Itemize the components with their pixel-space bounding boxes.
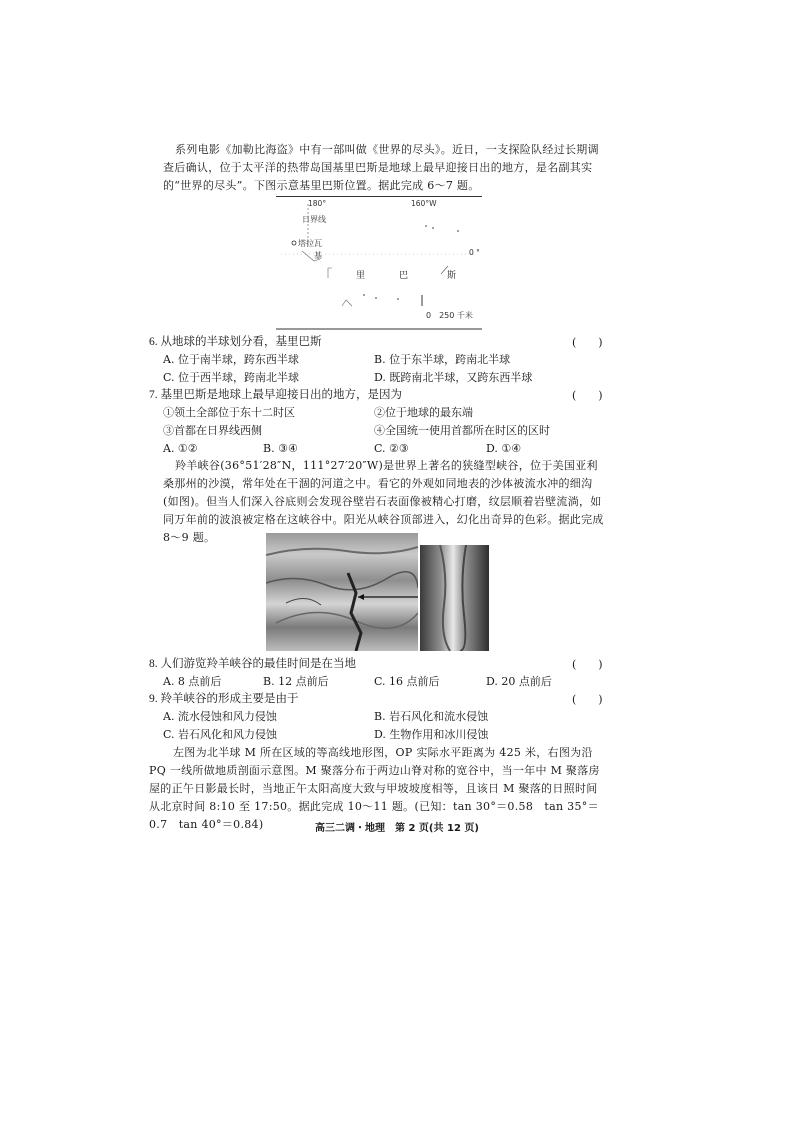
intro-paragraph-10-11: 左图为北半球 M 所在区域的等高线地形图，OP 实际水平距离为 425 米，右图为沿 PQ 一线所做地质剖面示意图。M 聚落分布于两边山脊对称的宽谷中，当一年中 M 聚落房屋的正午日影最长时，当地正午太阳高度大致与甲坡坡度相等，且该日 M 聚落的日照时间从北京时间 8:10 至 17:50。据此完成 10～11 题。(已知：tan 30°＝0.58 tan 35°＝0.7 tan 40°＝0.84) [149, 746, 600, 831]
map-ba-label: 巴 [399, 271, 409, 281]
intro-paragraph-6-7: 系列电影《加勒比海盗》中有一部叫做《世界的尽头》。近日，一支探险队经过长期调查后确认，位于太平洋的热带岛国基里巴斯是地球上最早迎接日出的地方，是名副其实的“世界的尽头”。下图示意基里巴斯位置。据此完成 6～7 题。 [163, 143, 599, 192]
question-9-option-a[interactable]: A. 流水侵蚀和风力侵蚀 [163, 710, 277, 723]
scale-bar-label: 0 250 千米 [426, 311, 473, 320]
longitude-160w-label: 160°W [411, 199, 437, 208]
question-6-option-c[interactable]: C. 位于西半球，跨南北半球 [163, 371, 300, 384]
date-line-label: 日界线 [302, 215, 326, 224]
question-8-stem: 8. 人们游览羚羊峡谷的最佳时间是在当地 [149, 658, 356, 670]
question-6-option-d[interactable]: D. 既跨南北半球，又跨东西半球 [374, 371, 533, 384]
map-li-label: 里 [356, 271, 366, 281]
kiribati-map [276, 196, 482, 330]
question-7-stem: 7. 基里巴斯是地球上最早迎接日出的地方，是因为 [149, 389, 402, 401]
question-7-answer-blank[interactable]: ( ) [572, 389, 603, 402]
question-9-stem: 9. 羚羊峡谷的形成主要是由于 [149, 693, 299, 705]
map-si-label: 斯 [447, 271, 457, 281]
question-6-option-a[interactable]: A. 位于南半球，跨东西半球 [163, 353, 299, 366]
question-8-option-d[interactable]: D. 20 点前后 [486, 675, 552, 688]
question-9-option-b[interactable]: B. 岩石风化和流水侵蚀 [374, 710, 489, 723]
longitude-180-label: 180° [308, 199, 327, 208]
intro-paragraph-8-9: 羚羊峡谷(36°51′28″N，111°27′20″W)是世界上著名的狭缝型峡谷，位于美国亚利桑那州的沙漠，常年处在干涸的河道之中。看它的外观如同地表的沙体被流水冲的细沟(如图)。但当人们深入谷底则会发现谷壁岩石表面像被精心打磨，纹层顺着岩壁流淌，如同万年前的波浪被定格在这峡谷中。阳光从峡谷顶部进入，幻化出奇异的色彩。据此完成 8～9 题。 [163, 459, 604, 544]
page-footer: 高三二调・地理 第 2 页(共 12 页) [315, 823, 479, 834]
question-8-option-b[interactable]: B. 12 点前后 [263, 675, 329, 688]
canyon-surface-photo [266, 533, 418, 651]
question-7-option-b[interactable]: B. ③④ [263, 442, 298, 455]
question-8-option-c[interactable]: C. 16 点前后 [374, 675, 440, 688]
question-9-option-d[interactable]: D. 生物作用和冰川侵蚀 [374, 728, 489, 741]
question-7-option-a[interactable]: A. ①② [163, 442, 198, 455]
question-9-option-c[interactable]: C. 岩石风化和风力侵蚀 [163, 728, 278, 741]
canyon-interior-photo [420, 545, 489, 651]
question-7-statement-3: ③首都在日界线西侧 [163, 424, 262, 437]
question-7-option-d[interactable]: D. ①④ [486, 442, 522, 455]
question-9-answer-blank[interactable]: ( ) [572, 693, 603, 706]
question-8-answer-blank[interactable]: ( ) [572, 658, 603, 671]
question-6-option-b[interactable]: B. 位于东半球，跨南北半球 [374, 353, 511, 366]
map-ji-label: 基 [314, 251, 322, 260]
question-7-statement-2: ②位于地球的最东端 [374, 406, 473, 419]
question-8-option-a[interactable]: A. 8 点前后 [163, 675, 222, 688]
question-6-answer-blank[interactable]: ( ) [572, 336, 603, 349]
tarawa-label: 塔拉瓦 [298, 239, 322, 248]
question-7-option-c[interactable]: C. ②③ [374, 442, 409, 455]
equator-label: 0 ° [469, 248, 480, 257]
question-7-statement-4: ④全国统一使用首都所在时区的区时 [374, 424, 550, 437]
question-6-stem: 6. 从地球的半球划分看，基里巴斯 [149, 336, 322, 348]
question-7-statement-1: ①领土全部位于东十二时区 [163, 406, 295, 419]
